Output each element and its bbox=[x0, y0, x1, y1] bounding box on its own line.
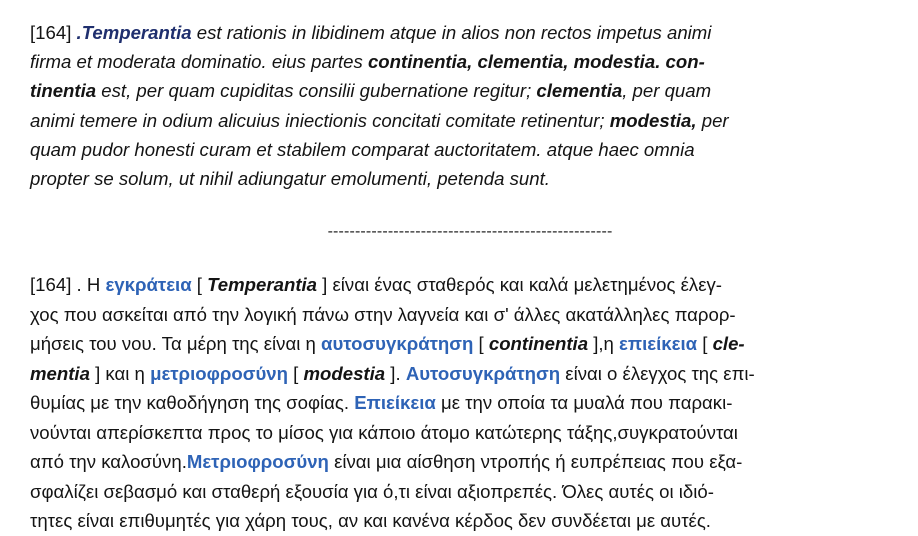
greek-line: νούνται απερίσκεπτα προς το μίσος για κάποιο άτομο κατώτερης τάξης,συγκρατούνται bbox=[30, 421, 738, 443]
greek-line: σφαλίζει σεβασμό και σταθερή εξουσία για ό,τι είναι αξιοπρεπές. Όλες αυτές οι ιδιό- bbox=[30, 480, 714, 502]
latin-terms: continentia, clementia, modestia. con- bbox=[367, 51, 705, 73]
term-epieikeia-2: Επιείκεια bbox=[354, 392, 436, 414]
term-modestia: modestia, bbox=[609, 109, 697, 131]
latin-line bbox=[30, 47, 892, 76]
greek-line: τητες είναι επιθυμητές για χάρη τους, αν και κανένα κέρδος δεν συνδέεται με αυτές. bbox=[30, 510, 711, 532]
term-epieikeia: επιείκεια bbox=[619, 333, 698, 355]
latin-line: propter se solum, ut nihil adiungatur emolumenti, petenda sunt. bbox=[30, 168, 550, 190]
greek-text: [ bbox=[191, 274, 208, 296]
greek-text: από την καλοσύνη. bbox=[30, 451, 187, 473]
latin-text: est, per quam cupiditas consilii gubernatione regitur; bbox=[96, 80, 537, 102]
latin-text: est rationis in libidinem atque in alios non rectos impetus animi bbox=[191, 22, 712, 43]
latin-term-continentia: continentia bbox=[488, 333, 589, 355]
latin-term-clementia-end: mentia bbox=[30, 362, 90, 384]
term-temperantia: .Temperantia bbox=[76, 22, 192, 43]
greek-text: θυμίας με την καθοδήγηση της σοφίας. bbox=[30, 392, 355, 414]
term-clementia: clementia bbox=[536, 80, 623, 102]
greek-line bbox=[30, 329, 892, 359]
greek-text: με την οποία τα μυαλά που παρακι- bbox=[435, 392, 733, 414]
greek-text: ],η bbox=[588, 333, 620, 355]
greek-text: [ bbox=[288, 362, 304, 384]
latin-line bbox=[30, 106, 892, 135]
latin-text: per bbox=[696, 109, 729, 131]
latin-line bbox=[30, 18, 892, 47]
greek-text: μήσεις του νου. Τα μέρη της είναι η bbox=[30, 333, 322, 355]
greek-text: ] και η bbox=[89, 362, 151, 384]
latin-text: , per quam bbox=[622, 80, 712, 102]
document-page bbox=[30, 18, 892, 536]
latin-term-clementia: cle- bbox=[712, 333, 745, 355]
greek-text: [164] . Η bbox=[30, 274, 106, 296]
greek-line: χος που ασκείται από την λογική πάνω στην λαγνεία και σ' άλλες ακατάλληλες παρορ- bbox=[30, 303, 736, 325]
section-number: [164] bbox=[30, 22, 77, 43]
term-metriofrosyni: μετριοφροσύνη bbox=[150, 362, 288, 384]
term-aftosynkratisi-2: Αυτοσυγκράτηση bbox=[405, 362, 561, 384]
term-enkrateia: εγκράτεια bbox=[105, 274, 192, 296]
term-aftosynkratisi: αυτοσυγκράτηση bbox=[321, 333, 474, 355]
latin-line bbox=[30, 76, 892, 105]
separator-line: ---------------------------------------------------- bbox=[327, 223, 613, 241]
greek-text: ] είναι ένας σταθερός και καλά μελετημένος έλεγ- bbox=[317, 274, 722, 296]
latin-line: quam pudor honesti curam et stabilem comparat auctoritatem. atque haec omnia bbox=[30, 138, 695, 160]
greek-line bbox=[30, 447, 892, 477]
greek-text: είναι ο έλεγχος της επι- bbox=[560, 362, 755, 384]
latin-text: firma et moderata dominatio. eius partes bbox=[30, 51, 368, 73]
greek-text: [ bbox=[473, 333, 489, 355]
greek-text: ]. bbox=[385, 362, 406, 384]
term-metriofrosyni-2: Μετριοφροσύνη bbox=[186, 451, 329, 473]
greek-line bbox=[30, 388, 892, 418]
greek-text: [ bbox=[697, 333, 713, 355]
latin-paragraph bbox=[30, 18, 892, 193]
greek-text: είναι μια αίσθηση ντροπής ή ευπρέπειας που εξα- bbox=[328, 451, 743, 473]
latin-term-modestia: modestia bbox=[303, 362, 386, 384]
greek-line bbox=[30, 270, 892, 300]
term-continentia: tinentia bbox=[30, 80, 97, 102]
greek-line bbox=[30, 359, 892, 389]
latin-term-temperantia: Temperantia bbox=[207, 274, 318, 296]
greek-paragraph bbox=[30, 270, 892, 536]
latin-text: animi temere in odium alicuius iniectionis concitati comitate retinentur; bbox=[30, 109, 610, 131]
